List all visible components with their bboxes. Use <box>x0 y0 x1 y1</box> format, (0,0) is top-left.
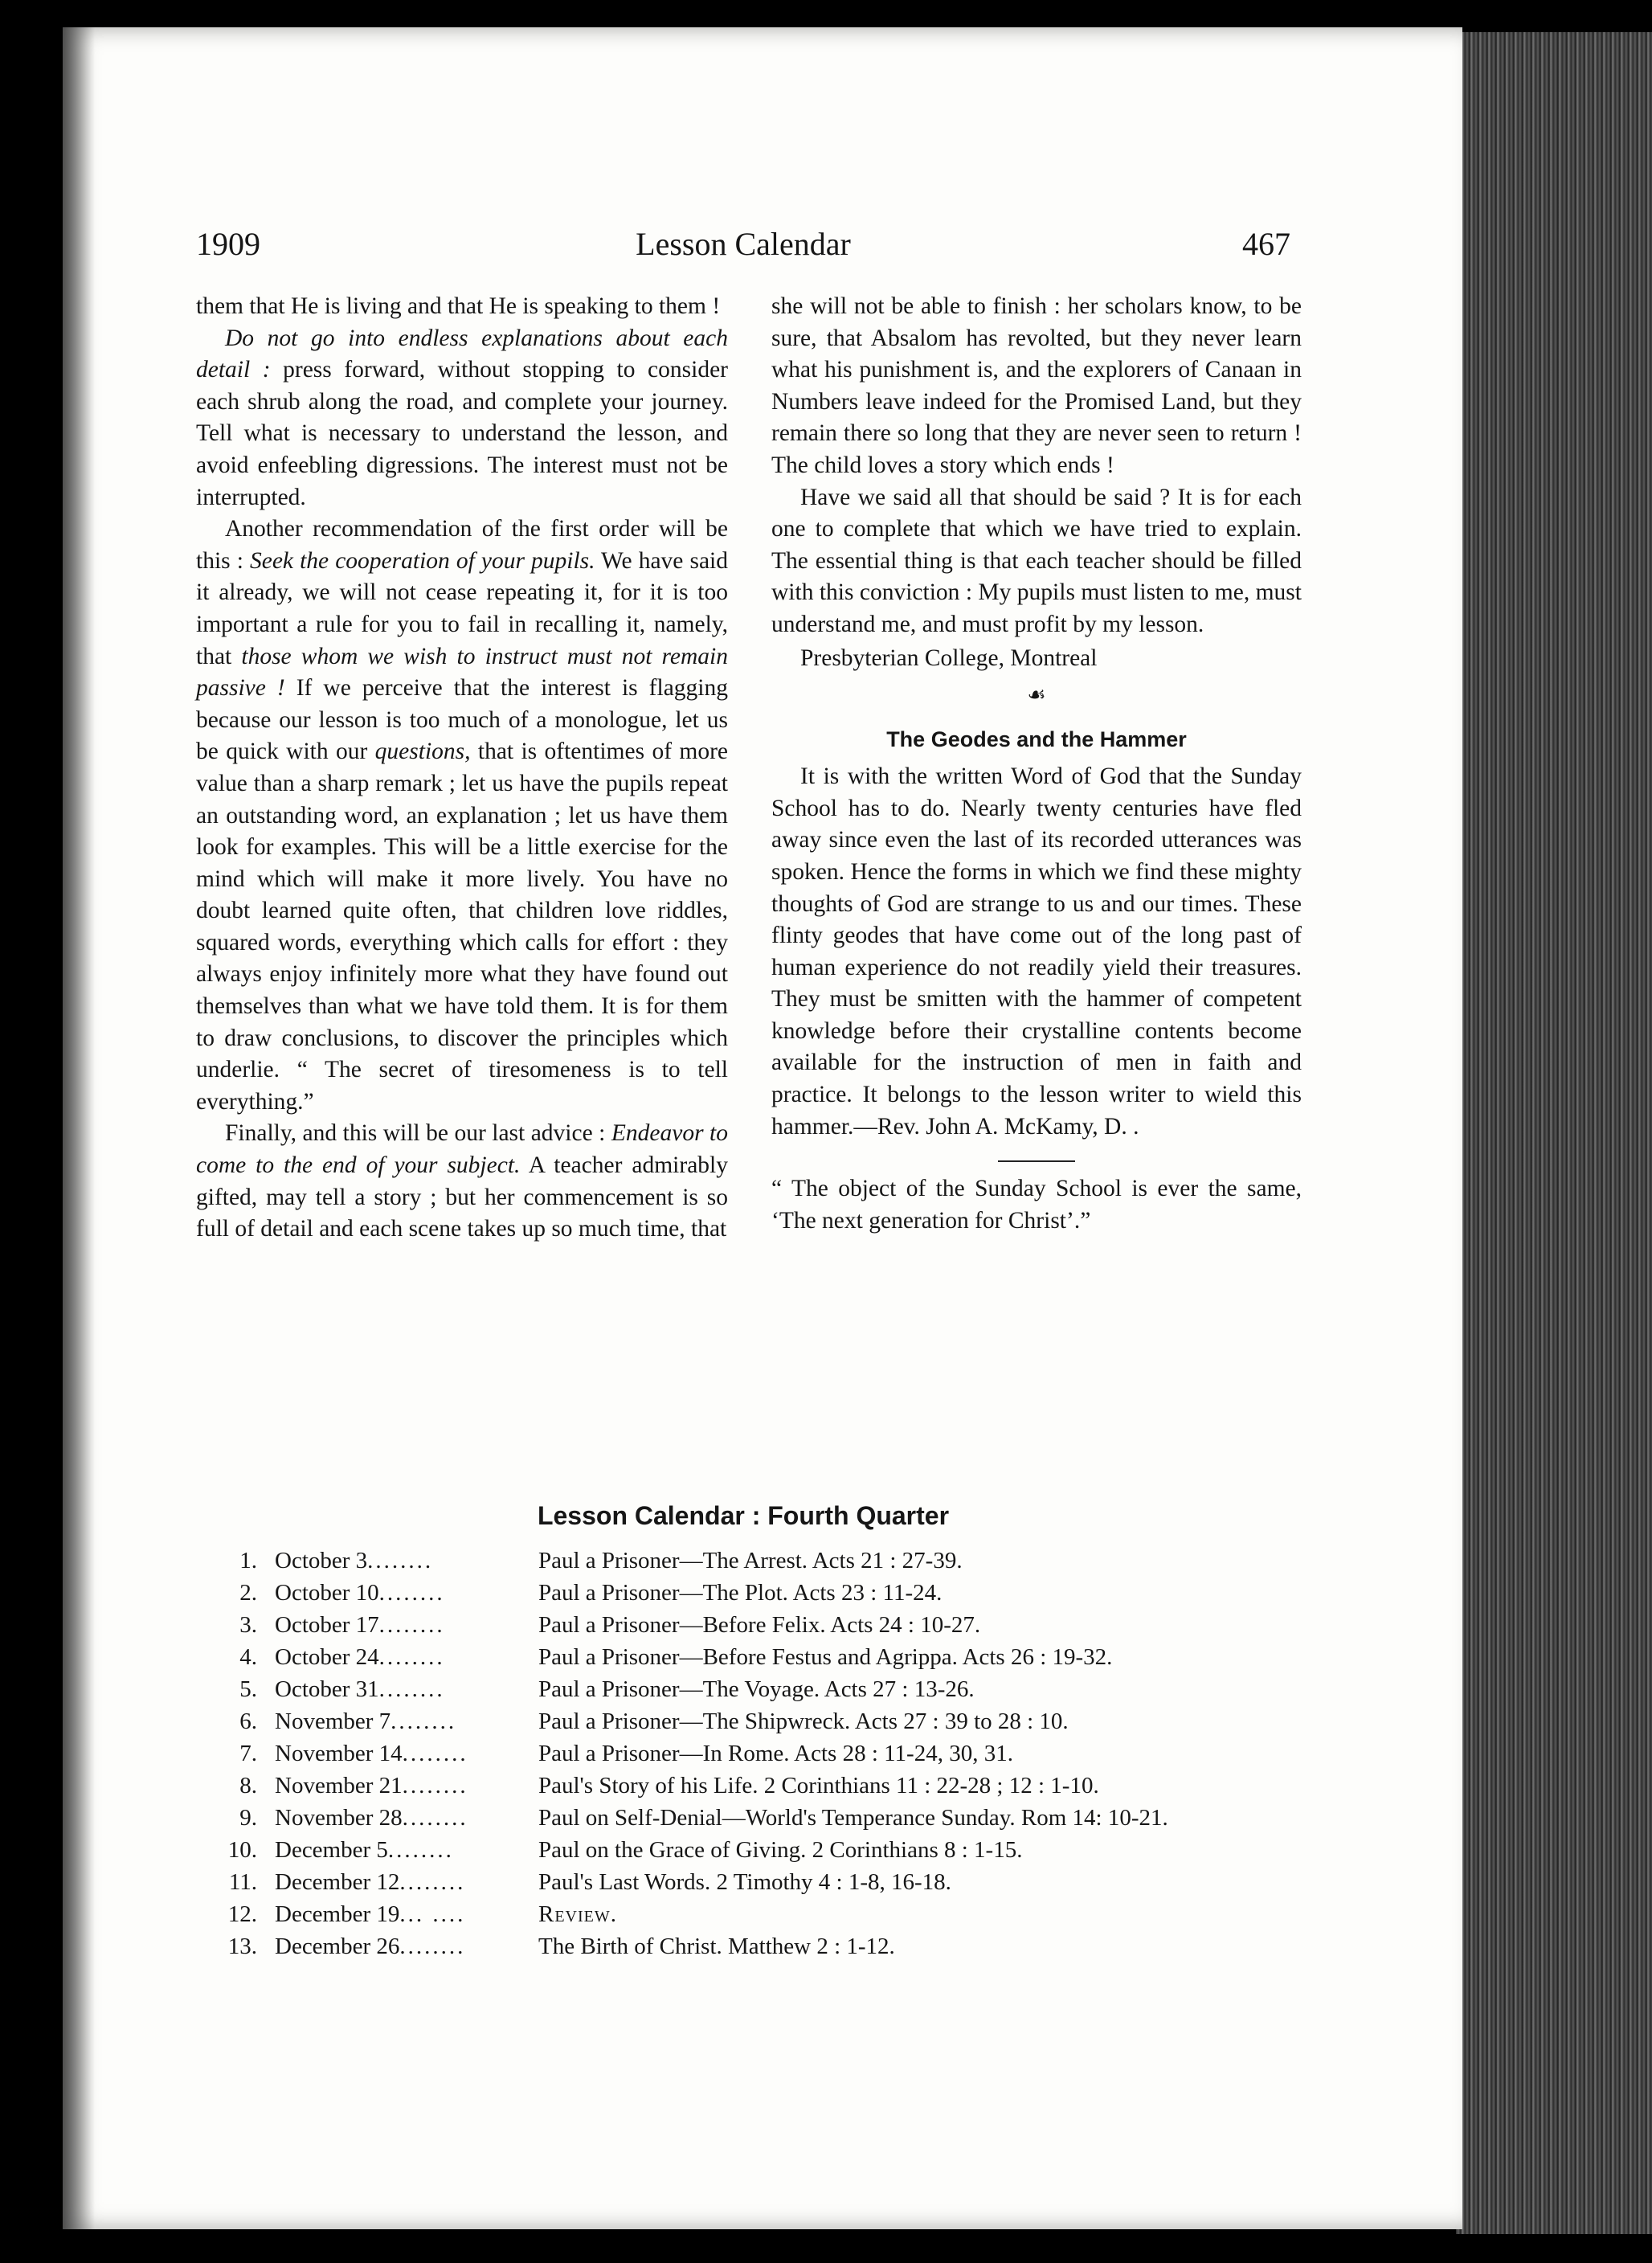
calendar-row <box>217 1609 1326 1641</box>
running-header <box>196 225 1290 273</box>
calendar-row <box>217 1545 1326 1577</box>
paragraph: she will not be able to finish : her scholars know, to be sure, that Absalom has revolted, but they never learn what his punishment is, and the explorers of Canaan in Numbers leave indeed for the Promised Land, but they remain there so long that they are never seen to return ! The child loves a story which ends ! <box>771 293 1302 478</box>
lesson-number: 7. <box>239 1741 257 1766</box>
lesson-date: November 28........ <box>275 1805 468 1831</box>
calendar-row <box>217 1834 1326 1866</box>
emphasis: questions, <box>374 739 471 765</box>
emphasis: Seek the cooperation of your pupils. <box>249 547 595 574</box>
emphasis: Do not go into endless explanations about each detail : <box>196 325 728 383</box>
lesson-number: 5. <box>239 1676 257 1702</box>
lesson-title: Paul a Prisoner—Before Festus and Agrippa. Acts 26 : 19-32. <box>538 1644 1113 1670</box>
lesson-title: The Birth of Christ. Matthew 2 : 1-12. <box>538 1934 895 1959</box>
calendar-row <box>217 1673 1326 1705</box>
paragraph: Finally, and this will be our last advice : Endeavor to come to the end of your subject. A teacher admirably gifted, may tell a story ; but her commencement is so full of detail and each scene takes up so much time, that <box>196 1120 728 1242</box>
emphasis: Endeavor to come to the end of your subject. <box>196 1120 728 1179</box>
header-year: 1909 <box>196 226 260 262</box>
calendar-row <box>217 1898 1326 1930</box>
left-column <box>196 291 728 1246</box>
lesson-number: 6. <box>239 1709 257 1734</box>
paragraph: Have we said all that should be said ? It is for each one to complete that which we have tried to explain. The essential thing is that each teacher should be filled with this conviction : My pupils must listen to me, must understand me, and must profit by my lesson. <box>771 484 1302 637</box>
divider <box>998 1160 1075 1162</box>
signature-line: Presbyterian College, Montreal <box>800 645 1098 671</box>
lesson-date: October 10........ <box>275 1580 445 1606</box>
lesson-date: November 21........ <box>275 1773 468 1799</box>
lesson-title: Paul a Prisoner—The Plot. Acts 23 : 11-24. <box>538 1580 943 1606</box>
lesson-number: 4. <box>239 1644 257 1670</box>
calendar-row <box>217 1802 1326 1834</box>
lesson-date: December 12........ <box>275 1869 466 1895</box>
calendar-row <box>217 1770 1326 1802</box>
calendar-title: Lesson Calendar : Fourth Quarter <box>537 1501 950 1530</box>
lesson-date: December 19... .... <box>275 1901 466 1927</box>
calendar-row <box>217 1577 1326 1609</box>
ornament-icon: ☙ <box>1027 683 1046 707</box>
lesson-title: Paul's Story of his Life. 2 Corinthians 11 : 22-28 ; 12 : 1-10. <box>538 1773 1099 1799</box>
lesson-date: October 17........ <box>275 1612 445 1638</box>
lesson-number: 12. <box>227 1901 257 1927</box>
quote: “ The object of the Sunday School is ever the same, ‘The next generation for Christ’.” <box>771 1176 1302 1234</box>
article-title: The Geodes and the Hammer <box>886 727 1187 752</box>
calendar-row <box>217 1930 1326 1962</box>
paragraph: It is with the written Word of God that the Sunday School has to do. Nearly twenty centuries have fled away since even the last of its recorded utterances was spoken. Hence the forms in which we find these mighty thoughts of God are strange to us and our times. These flinty geodes that have come out of the long past of human experience do not readily yield their treasures. They must be smitten with the hammer of competent knowledge before their crystalline contents become available for the instruction of men in faith and practice. It belongs to the lesson writer to wield this hammer.—Rev. John A. McKamy, D. . <box>771 763 1302 1140</box>
paragraph: Another recommendation of the first order will be this : Seek the cooperation of your pupils. We have said it already, we will not cease repeating it, for it is too important a rule for you to fail in recalling it, namely, that those whom we wish to instruct must not remain passive ! If we perceive that the interest is flagging because our lesson is too much of a monologue, let us be quick with our questions, that is oftentimes of more value than a sharp remark ; let us have the pupils repeat an outstanding word, an explanation ; let us have them look for examples. This will be a little exercise for the mind which will make it more lively. You have no doubt learned quite often, that children love riddles, squared words, everything which calls for effort : they always enjoy infinitely more what they have found out themselves than what we have told them. It is for them to draw conclusions, to discover the principles which underlie. “ The secret of tiresomeness is to tell everything.” <box>196 516 729 1115</box>
lesson-number: 13. <box>227 1934 257 1959</box>
page-number: 467 <box>1242 226 1290 262</box>
lesson-number: 10. <box>227 1837 257 1863</box>
emphasis: those whom we wish to instruct must not remain passive ! <box>196 643 728 702</box>
lesson-title: Paul on Self-Denial—World's Temperance Sunday. Rom 14: 10-21. <box>538 1805 1168 1831</box>
right-column <box>771 291 1302 1237</box>
lesson-number: 3. <box>239 1612 257 1638</box>
lesson-title: Paul a Prisoner—The Arrest. Acts 21 : 27-39. <box>538 1548 963 1573</box>
lesson-date: October 24........ <box>275 1644 445 1670</box>
lesson-title: Paul a Prisoner—In Rome. Acts 28 : 11-24, 30, 31. <box>538 1741 1013 1766</box>
lesson-title: Review. <box>538 1901 618 1927</box>
paragraph: them that He is living and that He is speaking to them ! <box>196 293 721 319</box>
lesson-number: 8. <box>239 1773 257 1799</box>
lesson-number: 9. <box>239 1805 257 1831</box>
lesson-title: Paul on the Grace of Giving. 2 Corinthians 8 : 1-15. <box>538 1837 1023 1863</box>
lesson-date: October 3........ <box>275 1548 434 1573</box>
lesson-title: Paul a Prisoner—The Shipwreck. Acts 27 : 39 to 28 : 10. <box>538 1709 1069 1734</box>
header-title: Lesson Calendar <box>636 226 851 262</box>
lesson-calendar <box>217 1545 1326 1962</box>
lesson-date: December 5........ <box>275 1837 454 1863</box>
lesson-date: November 14........ <box>275 1741 468 1766</box>
lesson-title: Paul a Prisoner—The Voyage. Acts 27 : 13-26. <box>538 1676 975 1702</box>
lesson-date: October 31........ <box>275 1676 445 1702</box>
lesson-number: 1. <box>239 1548 257 1573</box>
lesson-title: Paul's Last Words. 2 Timothy 4 : 1-8, 16-18. <box>538 1869 951 1895</box>
calendar-row <box>217 1705 1326 1737</box>
book-fore-edge <box>1456 32 1652 2234</box>
calendar-row <box>217 1641 1326 1673</box>
lesson-number: 2. <box>239 1580 257 1606</box>
lesson-date: November 7........ <box>275 1709 457 1734</box>
lesson-title: Paul a Prisoner—Before Felix. Acts 24 : 10-27. <box>538 1612 981 1638</box>
calendar-row <box>217 1737 1326 1770</box>
lesson-date: December 26........ <box>275 1934 466 1959</box>
calendar-row <box>217 1866 1326 1898</box>
lesson-number: 11. <box>228 1869 257 1895</box>
gutter-shadow <box>63 27 95 2229</box>
paragraph: Do not go into endless explanations about each detail : press forward, without stopping to consider each shrub along the road, and complete your journey. Tell what is necessary to understand the lesson, and avoid enfeebling digressions. The interest must not be interrupted. <box>196 325 728 510</box>
